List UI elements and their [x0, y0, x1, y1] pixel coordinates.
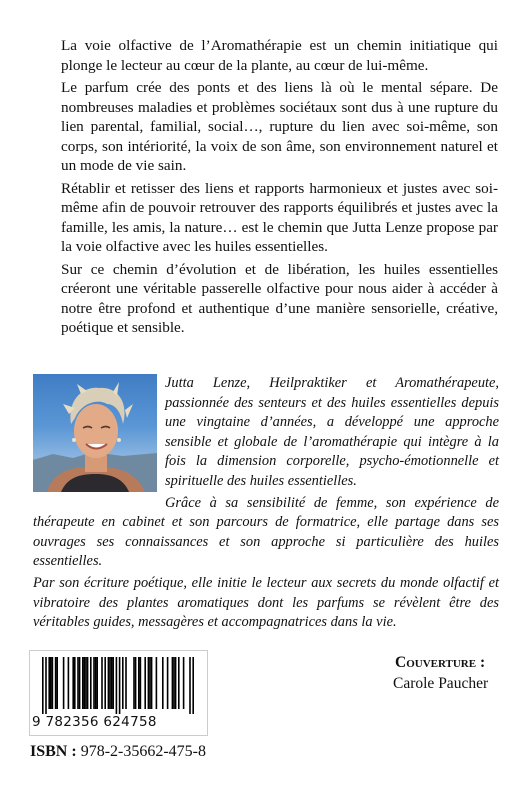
barcode-bar: [125, 657, 127, 709]
barcode-bar: [68, 657, 70, 709]
barcode-bar: [162, 657, 164, 709]
barcode-bar: [52, 657, 54, 709]
barcode-bar: [42, 657, 44, 714]
barcode-bar: [189, 657, 191, 714]
barcode-bar: [156, 657, 158, 709]
barcode-bar: [135, 657, 137, 709]
barcode-bar: [95, 657, 97, 709]
barcode-bar: [55, 657, 57, 709]
barcode-bar: [138, 657, 140, 709]
barcode-bar: [192, 657, 194, 714]
barcode-bar: [183, 657, 185, 709]
barcode-bars: [38, 657, 200, 714]
barcode-bar: [72, 657, 74, 709]
bio-paragraph: Jutta Lenze, Heilpraktiker et Aromathérapeute, passionnée des senteurs et des huiles essentielles depuis une vingtaine d’années, a développé une approche sensible et globale de l’aromathérapie qui intègre à la fois la dimension corporelle, psycho-émotionnelle et spirituelle des huiles essentielles.: [165, 375, 499, 489]
barcode-bar: [90, 657, 92, 709]
barcode-bar: [50, 657, 52, 709]
barcode-digits: 9 782356 624758: [32, 714, 157, 730]
cover-credit-label: Couverture :: [395, 654, 486, 671]
intro-paragraph: Rétablir et retisser des liens et rapports harmonieux et justes avec soi-même afin de pouvoir retrouver des rapports équilibrés et justes avec la famille, les amis, la nature… est le chemin que Jutta Lenze propose par la voie olfactive avec les huiles essentielles.: [61, 179, 498, 255]
barcode-bar: [96, 657, 98, 709]
author-bio: [33, 374, 499, 635]
intro-paragraph: La voie olfactive de l’Aromathérapie est un chemin initiatique qui plonge le lecteur au cœur de la plante, au cœur de lui-même.: [61, 37, 498, 74]
bio-paragraph: Grâce à sa sensibilité de femme, son expérience de thérapeute en cabinet et son parcours de formatrice, elle partage dans ses ouvrages ses connaissances et son approche si particulière des huiles essentielles.: [33, 494, 499, 570]
barcode-bar: [63, 657, 65, 709]
barcode-bar: [109, 657, 111, 709]
barcode-bar: [173, 657, 175, 709]
barcode-bar: [85, 657, 87, 709]
barcode: [29, 650, 208, 736]
barcode-bar: [79, 657, 81, 709]
barcode-bar: [149, 657, 151, 709]
barcode-bar: [140, 657, 142, 709]
barcode-bar: [119, 657, 121, 714]
barcode-bar: [133, 657, 135, 709]
barcode-bar: [48, 657, 50, 709]
intro-paragraph: Sur ce chemin d’évolution et de libération, les huiles essentielles créeront une véritable passerelle olfactive pour nous aider à accéder à notre être profond et authentique d’une manière sensorielle, créative, poétique et sensible.: [61, 260, 498, 336]
barcode-bar: [104, 657, 106, 709]
barcode-bar: [84, 657, 86, 709]
barcode-bar: [172, 657, 174, 709]
intro-text: [61, 36, 498, 341]
barcode-bar: [148, 657, 150, 709]
barcode-bar: [74, 657, 76, 709]
cover-credit-name: Carole Paucher: [393, 675, 489, 692]
barcode-bar: [144, 657, 146, 709]
isbn-label: ISBN :: [30, 743, 77, 760]
isbn-value: 978-2-35662-475-8: [80, 743, 206, 760]
isbn: [30, 743, 206, 761]
barcode-bar: [111, 657, 113, 709]
barcode-bar: [45, 657, 47, 714]
barcode-bar: [93, 657, 95, 709]
barcode-bar: [175, 657, 177, 709]
barcode-bar: [108, 657, 110, 709]
barcode-bar: [87, 657, 89, 709]
barcode-bar: [82, 657, 84, 709]
intro-paragraph: Le parfum crée des ponts et des liens là où le mental sépare. De nombreuses maladies et problèmes sociétaux sont dus à une rupture du lien parental, familial, social…, rupture du lien avec soi-même, son corps, son intériorité, la voix de son âme, son environnement naturel et un mode de vie sain.: [61, 79, 498, 174]
barcode-bar: [101, 657, 103, 709]
barcode-bar: [56, 657, 58, 709]
barcode-bar: [112, 657, 114, 709]
barcode-bar: [167, 657, 169, 709]
barcode-bar: [178, 657, 180, 709]
barcode-bar: [116, 657, 118, 714]
barcode-bar: [77, 657, 79, 709]
barcode-bar: [151, 657, 153, 709]
barcode-bar: [122, 657, 124, 709]
bio-paragraph: Par son écriture poétique, elle initie le lecteur aux secrets du monde olfactif et vibratoire des plantes aromatiques dont les parfums se révèlent être des véritables guides, messagères et accompagnatrices dans la vie.: [33, 574, 499, 631]
